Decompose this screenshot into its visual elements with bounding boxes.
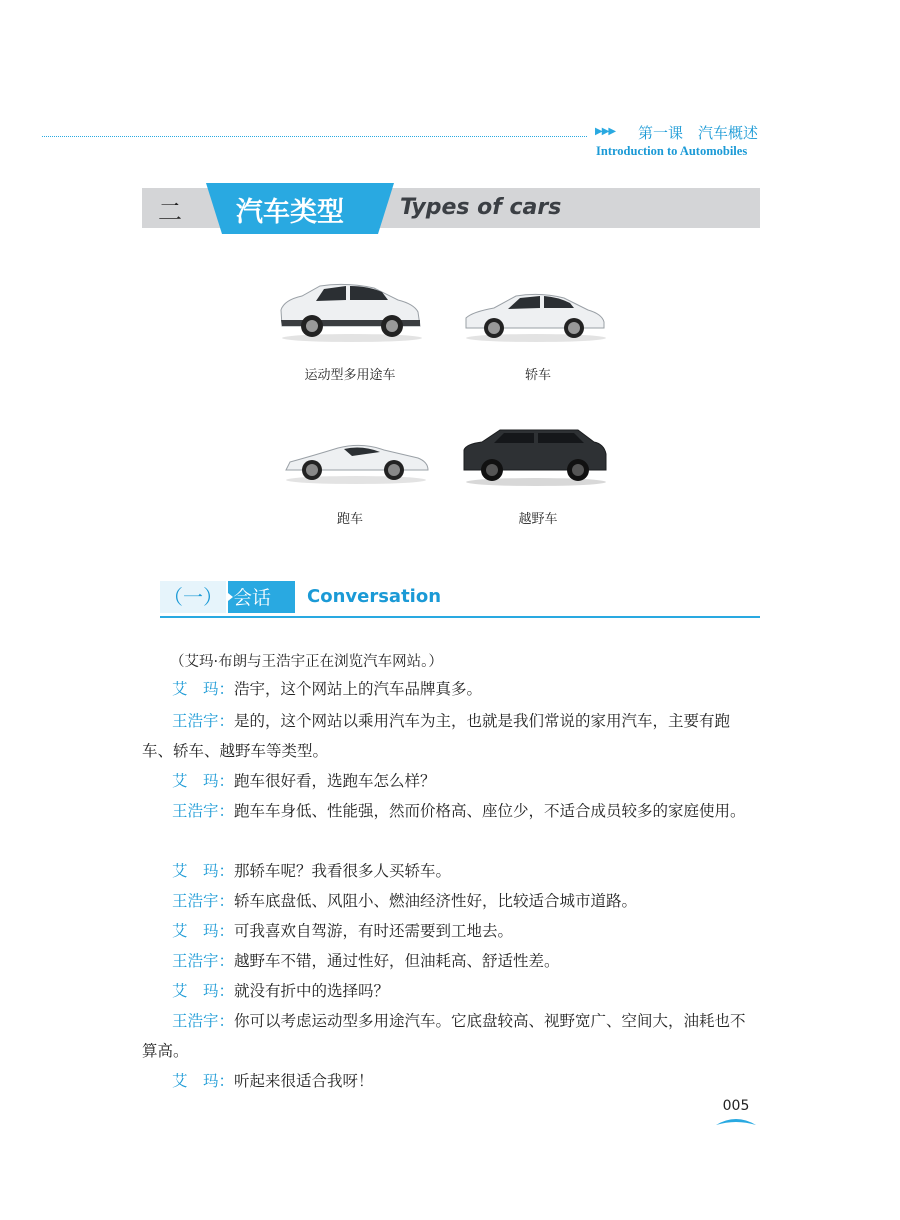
car-caption: 越野车 — [518, 512, 558, 527]
speaker: 王浩宇： — [172, 802, 235, 820]
page-number: 005 — [722, 1098, 750, 1114]
sports-car-image — [282, 438, 430, 486]
dialogue-line — [142, 796, 760, 826]
utterance: 就没有折中的选择吗？ — [234, 982, 390, 1000]
subsection-title: 会话 — [233, 587, 272, 609]
car-caption: 轿车 — [524, 368, 551, 383]
sedan-image — [460, 288, 608, 344]
speaker: 王浩宇： — [172, 892, 235, 910]
section-title-en: Types of cars — [400, 195, 562, 220]
dialogue-line — [142, 946, 760, 976]
dialogue-line — [142, 766, 760, 796]
suv-image — [276, 280, 424, 344]
utterance: 你可以考虑运动型多用途汽车。它底盘较高、视野宽广、空间大，油耗也不算高。 — [142, 1012, 746, 1060]
utterance: 是的，这个网站以乘用汽车为主，也就是我们常说的家用汽车，主要有跑车、轿车、越野车等类型。 — [142, 712, 731, 760]
speaker: 艾 玛： — [172, 1072, 235, 1090]
subsection-number: （一） — [160, 581, 226, 613]
utterance: 跑车很好看，选跑车怎么样？ — [234, 772, 436, 790]
car-caption: 运动型多用途车 — [304, 368, 396, 383]
utterance: 越野车不错，通过性好，但油耗高、舒适性差。 — [234, 952, 560, 970]
dialogue-line — [142, 916, 760, 946]
dialogue-line — [142, 976, 760, 1006]
scene-note: （艾玛·布朗与王浩宇正在浏览汽车网站。） — [170, 654, 443, 670]
speaker: 艾 玛： — [172, 922, 235, 940]
dialogue-line — [142, 1006, 760, 1066]
speaker: 艾 玛： — [172, 772, 235, 790]
speaker: 艾 玛： — [172, 680, 235, 698]
car-caption: 跑车 — [336, 512, 363, 527]
header-lesson-title: 第一课 汽车概述 — [638, 124, 759, 142]
subsection-rule — [160, 616, 760, 618]
dialogue-line — [142, 856, 760, 886]
dialogue-line — [142, 706, 760, 766]
speaker: 王浩宇： — [172, 1012, 235, 1030]
subsection-title-en: Conversation — [307, 586, 442, 607]
utterance: 听起来很适合我呀！ — [234, 1072, 374, 1090]
dialogue-line — [142, 674, 760, 704]
header-dotted-rule — [42, 136, 587, 137]
utterance: 浩宇，这个网站上的汽车品牌真多。 — [234, 680, 483, 698]
speaker: 王浩宇： — [172, 952, 235, 970]
utterance: 轿车底盘低、风阻小、燃油经济性好，比较适合城市道路。 — [234, 892, 638, 910]
speaker: 艾 玛： — [172, 982, 235, 1000]
utterance: 可我喜欢自驾游，有时还需要到工地去。 — [234, 922, 514, 940]
section-title: 汽车类型 — [236, 197, 344, 228]
header-arrows-icon: ▶▶▶ — [595, 126, 616, 137]
off-road-vehicle-image — [460, 424, 608, 488]
page-number-arc-icon — [716, 1116, 756, 1126]
speaker: 艾 玛： — [172, 862, 235, 880]
speaker: 王浩宇： — [172, 712, 235, 730]
dialogue-line — [142, 886, 760, 916]
utterance: 跑车车身低、性能强，然而价格高、座位少，不适合成员较多的家庭使用。 — [234, 802, 746, 820]
section-number: 二 — [158, 198, 182, 226]
dialogue-line — [142, 1066, 760, 1096]
header-lesson-subtitle: Introduction to Automobiles — [596, 144, 748, 158]
utterance: 那轿车呢？我看很多人买轿车。 — [234, 862, 452, 880]
